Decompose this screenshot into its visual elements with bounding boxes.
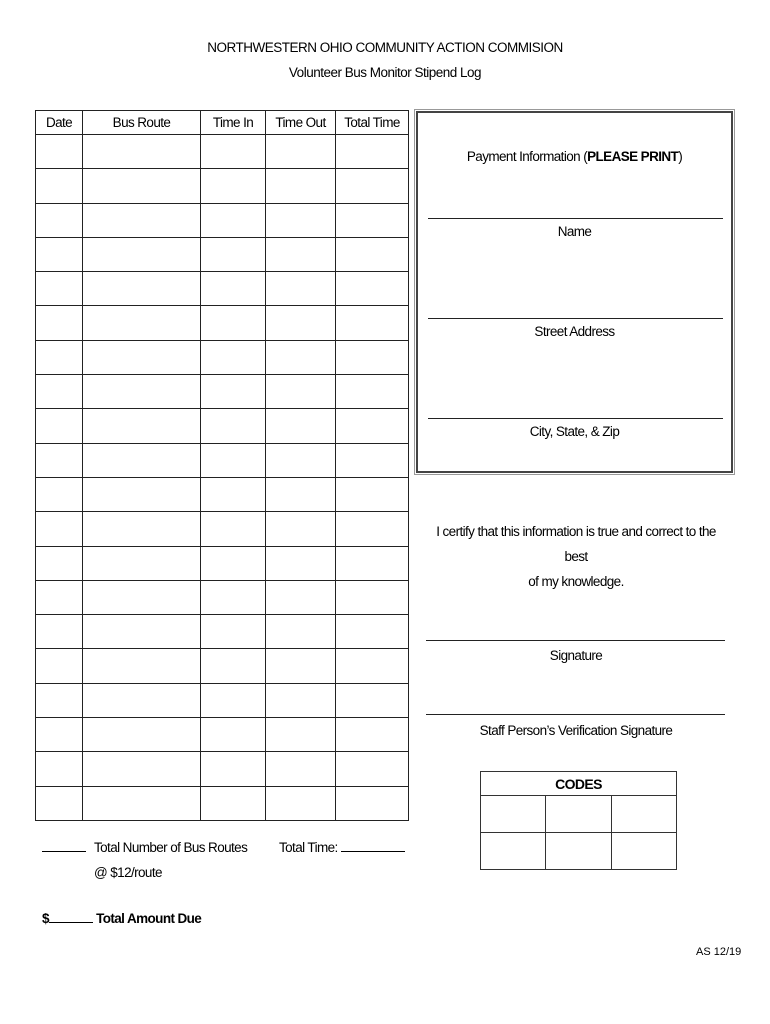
log-row	[36, 409, 409, 443]
log-row	[36, 546, 409, 580]
log-cell-time-out[interactable]	[266, 615, 336, 649]
column-header-date: Date	[36, 111, 83, 135]
route-count-field	[42, 840, 86, 855]
log-cell-time-out[interactable]	[266, 169, 336, 203]
log-cell-time-in[interactable]	[201, 649, 266, 683]
log-cell-date[interactable]	[36, 169, 83, 203]
certification-statement	[424, 519, 728, 594]
route-rate-label: @ $12/route	[94, 865, 162, 880]
log-cell-bus-route[interactable]	[83, 237, 201, 271]
column-header-bus-route: Bus Route	[83, 111, 201, 135]
log-cell-bus-route[interactable]	[83, 203, 201, 237]
log-row	[36, 512, 409, 546]
stipend-log-table	[35, 110, 409, 821]
log-cell-date[interactable]	[36, 786, 83, 820]
please-print-label: PLEASE PRINT	[587, 149, 679, 164]
log-row	[36, 477, 409, 511]
column-header-total-time: Total Time	[336, 111, 409, 135]
log-cell-bus-route[interactable]	[83, 375, 201, 409]
log-cell-bus-route[interactable]	[83, 752, 201, 786]
log-cell-date[interactable]	[36, 443, 83, 477]
log-row	[36, 306, 409, 340]
log-cell-time-out[interactable]	[266, 718, 336, 752]
total-time-field	[279, 840, 405, 855]
log-cell-total-time[interactable]	[336, 649, 409, 683]
log-row	[36, 683, 409, 717]
log-row	[36, 443, 409, 477]
street-address-line[interactable]	[428, 318, 723, 319]
code-cell[interactable]	[481, 833, 546, 870]
log-cell-total-time[interactable]	[336, 718, 409, 752]
log-cell-bus-route[interactable]	[83, 443, 201, 477]
certification-line-2: of my knowledge.	[528, 574, 624, 589]
form-title: Volunteer Bus Monitor Stipend Log	[288, 65, 482, 80]
total-time-label: Total Time:	[279, 840, 338, 855]
log-row	[36, 649, 409, 683]
log-cell-time-in[interactable]	[201, 135, 266, 169]
codes-table	[480, 771, 677, 870]
log-cell-date[interactable]	[36, 306, 83, 340]
log-cell-time-out[interactable]	[266, 512, 336, 546]
payment-information-box	[416, 111, 733, 473]
log-row	[36, 340, 409, 374]
log-cell-bus-route[interactable]	[83, 649, 201, 683]
total-amount-label: Total Amount Due	[96, 911, 202, 926]
log-row	[36, 272, 409, 306]
route-count-blank[interactable]	[42, 851, 86, 852]
log-cell-date[interactable]	[36, 203, 83, 237]
payment-heading-suffix: )	[678, 149, 683, 164]
log-cell-time-out[interactable]	[266, 443, 336, 477]
log-cell-time-in[interactable]	[201, 272, 266, 306]
code-cell[interactable]	[611, 833, 676, 870]
signature-label: Signature	[549, 648, 603, 663]
log-cell-time-in[interactable]	[201, 169, 266, 203]
log-cell-time-out[interactable]	[266, 477, 336, 511]
log-cell-total-time[interactable]	[336, 237, 409, 271]
log-cell-time-out[interactable]	[266, 237, 336, 271]
log-cell-bus-route[interactable]	[83, 409, 201, 443]
log-cell-total-time[interactable]	[336, 580, 409, 614]
log-cell-total-time[interactable]	[336, 683, 409, 717]
log-cell-bus-route[interactable]	[83, 615, 201, 649]
log-cell-time-out[interactable]	[266, 786, 336, 820]
log-cell-date[interactable]	[36, 375, 83, 409]
log-cell-date[interactable]	[36, 409, 83, 443]
log-cell-time-in[interactable]	[201, 786, 266, 820]
log-cell-total-time[interactable]	[336, 477, 409, 511]
column-header-time-out: Time Out	[266, 111, 336, 135]
log-cell-time-in[interactable]	[201, 340, 266, 374]
log-cell-time-out[interactable]	[266, 340, 336, 374]
log-cell-time-out[interactable]	[266, 203, 336, 237]
log-cell-bus-route[interactable]	[83, 786, 201, 820]
city-state-zip-label: City, State, & Zip	[529, 424, 620, 439]
route-count-label: Total Number of Bus Routes	[94, 840, 248, 855]
total-amount-field	[42, 911, 201, 926]
log-cell-bus-route[interactable]	[83, 306, 201, 340]
name-label: Name	[557, 224, 592, 239]
log-cell-date[interactable]	[36, 512, 83, 546]
column-header-time-in: Time In	[201, 111, 266, 135]
log-cell-time-in[interactable]	[201, 409, 266, 443]
log-row	[36, 718, 409, 752]
code-cell[interactable]	[611, 796, 676, 833]
log-cell-time-in[interactable]	[201, 683, 266, 717]
log-cell-time-out[interactable]	[266, 409, 336, 443]
log-cell-time-out[interactable]	[266, 135, 336, 169]
log-cell-bus-route[interactable]	[83, 169, 201, 203]
log-cell-bus-route[interactable]	[83, 546, 201, 580]
log-cell-time-out[interactable]	[266, 683, 336, 717]
codes-title: CODES	[481, 772, 677, 796]
log-cell-date[interactable]	[36, 683, 83, 717]
log-cell-bus-route[interactable]	[83, 683, 201, 717]
staff-signature-line[interactable]	[426, 714, 725, 715]
total-amount-blank[interactable]	[49, 922, 93, 923]
log-cell-time-out[interactable]	[266, 649, 336, 683]
log-cell-bus-route[interactable]	[83, 272, 201, 306]
log-cell-time-out[interactable]	[266, 375, 336, 409]
log-row	[36, 237, 409, 271]
log-cell-total-time[interactable]	[336, 203, 409, 237]
log-cell-date[interactable]	[36, 135, 83, 169]
log-cell-total-time[interactable]	[336, 306, 409, 340]
log-cell-time-in[interactable]	[201, 546, 266, 580]
log-cell-total-time[interactable]	[336, 409, 409, 443]
log-cell-date[interactable]	[36, 272, 83, 306]
log-cell-date[interactable]	[36, 615, 83, 649]
log-cell-date[interactable]	[36, 237, 83, 271]
log-cell-total-time[interactable]	[336, 443, 409, 477]
code-cell[interactable]	[546, 796, 611, 833]
form-code: AS 12/19	[696, 946, 742, 958]
log-row	[36, 375, 409, 409]
log-cell-time-out[interactable]	[266, 272, 336, 306]
log-cell-time-out[interactable]	[266, 752, 336, 786]
log-cell-bus-route[interactable]	[83, 340, 201, 374]
code-cell[interactable]	[481, 796, 546, 833]
log-cell-date[interactable]	[36, 340, 83, 374]
street-address-label: Street Address	[534, 324, 615, 339]
organization-title: NORTHWESTERN OHIO COMMUNITY ACTION COMMISION	[207, 40, 563, 55]
log-cell-time-out[interactable]	[266, 580, 336, 614]
log-cell-total-time[interactable]	[336, 169, 409, 203]
payment-heading-prefix: Payment Information (	[466, 149, 588, 164]
dollar-sign: $	[42, 911, 49, 926]
log-cell-time-in[interactable]	[201, 306, 266, 340]
staff-signature-label: Staff Person’s Verification Signature	[479, 723, 673, 738]
log-cell-total-time[interactable]	[336, 135, 409, 169]
log-row	[36, 169, 409, 203]
log-row	[36, 580, 409, 614]
log-cell-time-in[interactable]	[201, 752, 266, 786]
log-row	[36, 752, 409, 786]
log-cell-total-time[interactable]	[336, 786, 409, 820]
log-cell-time-in[interactable]	[201, 477, 266, 511]
log-cell-time-out[interactable]	[266, 546, 336, 580]
city-state-zip-line[interactable]	[428, 418, 723, 419]
log-cell-total-time[interactable]	[336, 272, 409, 306]
log-row	[36, 786, 409, 820]
log-cell-date[interactable]	[36, 718, 83, 752]
log-cell-time-out[interactable]	[266, 306, 336, 340]
log-cell-total-time[interactable]	[336, 340, 409, 374]
name-line[interactable]	[428, 218, 723, 219]
certification-line-1: I certify that this information is true and correct to the best	[436, 524, 716, 564]
log-cell-bus-route[interactable]	[83, 718, 201, 752]
log-row	[36, 203, 409, 237]
log-cell-total-time[interactable]	[336, 752, 409, 786]
log-cell-date[interactable]	[36, 649, 83, 683]
log-cell-time-in[interactable]	[201, 237, 266, 271]
payment-heading	[418, 149, 731, 164]
log-cell-bus-route[interactable]	[83, 580, 201, 614]
log-cell-bus-route[interactable]	[83, 477, 201, 511]
log-cell-time-in[interactable]	[201, 615, 266, 649]
log-cell-time-in[interactable]	[201, 718, 266, 752]
log-cell-time-in[interactable]	[201, 580, 266, 614]
log-cell-time-in[interactable]	[201, 375, 266, 409]
log-cell-total-time[interactable]	[336, 615, 409, 649]
log-row	[36, 615, 409, 649]
log-header-row	[36, 111, 409, 135]
log-cell-date[interactable]	[36, 546, 83, 580]
log-cell-date[interactable]	[36, 752, 83, 786]
log-cell-total-time[interactable]	[336, 375, 409, 409]
log-cell-time-in[interactable]	[201, 512, 266, 546]
log-cell-total-time[interactable]	[336, 546, 409, 580]
log-cell-total-time[interactable]	[336, 512, 409, 546]
log-cell-time-in[interactable]	[201, 203, 266, 237]
log-cell-bus-route[interactable]	[83, 512, 201, 546]
log-cell-bus-route[interactable]	[83, 135, 201, 169]
log-cell-date[interactable]	[36, 580, 83, 614]
signature-line[interactable]	[426, 640, 725, 641]
log-cell-time-in[interactable]	[201, 443, 266, 477]
log-row	[36, 135, 409, 169]
code-cell[interactable]	[546, 833, 611, 870]
log-cell-date[interactable]	[36, 477, 83, 511]
total-time-blank[interactable]	[341, 851, 405, 852]
